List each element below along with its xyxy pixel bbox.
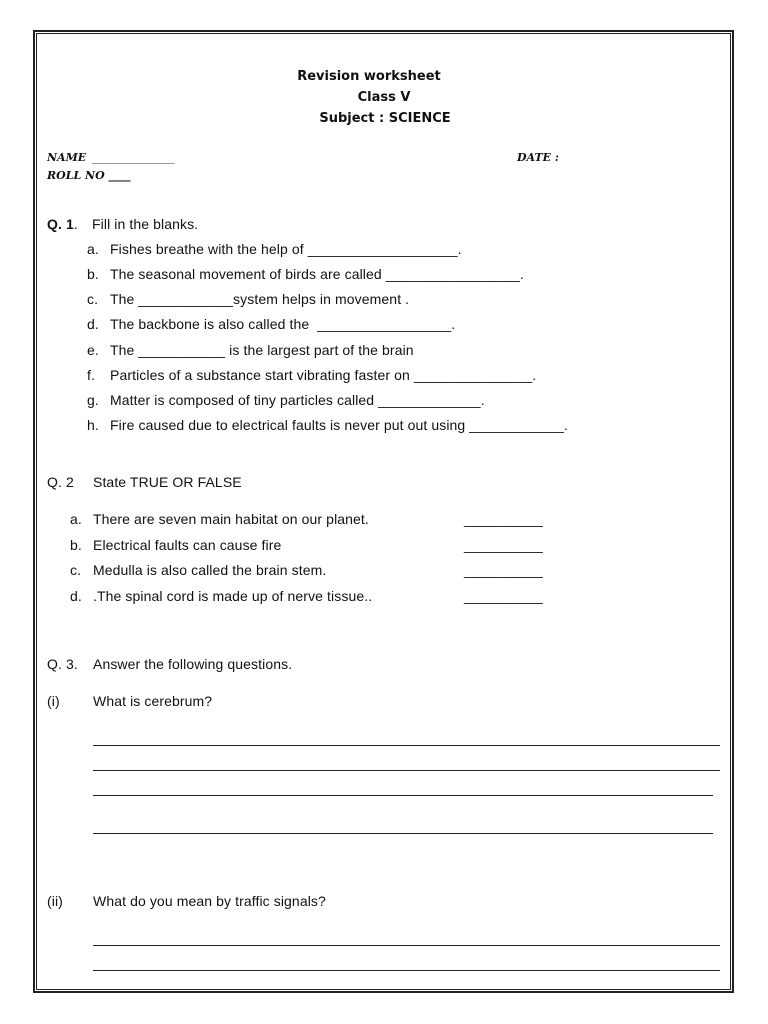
q2-item-d-text: .The spinal cord is made up of nerve tissue.. [93,588,373,604]
q1-item-e-text: The ___________ is the largest part of the brain [110,342,414,358]
q1-item-d-text: The backbone is also called the _________________. [110,316,456,332]
q1-item-g-text: Matter is composed of tiny particles called _____________. [110,392,485,408]
q2-item-d-letter: d. [70,588,82,604]
q2-item-c-letter: c. [70,562,82,578]
q3-prompt: Answer the following questions. [93,656,293,672]
answer-line [93,745,720,746]
q2-item-d-blank: __________ [464,588,543,604]
q3-number: Q. 3. [47,656,78,672]
q2-item-c-blank: __________ [464,562,543,578]
q1-item-d-letter: d. [87,316,99,332]
q3-i-text: What is cerebrum? [93,693,213,709]
class-label: Class V [357,90,411,105]
q1-number-suffix: . [73,216,78,232]
q1-prompt: Fill in the blanks. [92,216,199,232]
q1-heading [47,216,78,232]
q1-item-h-letter: h. [87,417,99,433]
q1-item-e-letter: e. [87,342,99,358]
q1-number: Q. 1 [47,216,74,232]
q2-item-a-text: There are seven main habitat on our planet. [93,511,369,527]
q3-ii-text: What do you mean by traffic signals? [93,893,326,909]
q3-ii-label: (ii) [47,893,63,909]
q2-number: Q. 2 [47,474,74,490]
name-label: NAME [47,151,87,164]
q2-item-b-blank: __________ [464,537,543,553]
q2-item-b-text: Electrical faults can cause fire [93,537,282,553]
q1-item-g-letter: g. [87,392,99,408]
name-blank: _______________ [92,151,175,164]
q2-item-c-text: Medulla is also called the brain stem. [93,562,327,578]
roll-no-label: ROLL NO ____ [47,169,131,182]
date-label: DATE : [517,151,559,164]
q3-i-label: (i) [47,693,60,709]
worksheet-title: Revision worksheet [297,69,441,84]
q2-item-a-blank: __________ [464,511,543,527]
q2-item-b-letter: b. [70,537,82,553]
q1-item-b-text: The seasonal movement of birds are called _________________. [110,266,524,282]
q1-item-c-text: The ____________system helps in movement . [110,291,410,307]
q2-item-a-letter: a. [70,511,82,527]
answer-line [93,833,713,834]
q1-item-a-letter: a. [87,241,99,257]
q2-prompt: State TRUE OR FALSE [93,474,242,490]
answer-line [93,945,720,946]
q1-item-f-letter: f. [87,367,95,383]
subject-label: Subject : SCIENCE [319,111,451,126]
q1-item-b-letter: b. [87,266,99,282]
q1-item-f-text: Particles of a substance start vibrating faster on _______________. [110,367,537,383]
q1-item-a-text: Fishes breathe with the help of ___________________. [110,241,462,257]
q1-item-c-letter: c. [87,291,99,307]
q1-item-h-text: Fire caused due to electrical faults is never put out using ____________. [110,417,568,433]
answer-line [93,770,720,771]
answer-line [93,970,720,971]
answer-line [93,795,713,796]
